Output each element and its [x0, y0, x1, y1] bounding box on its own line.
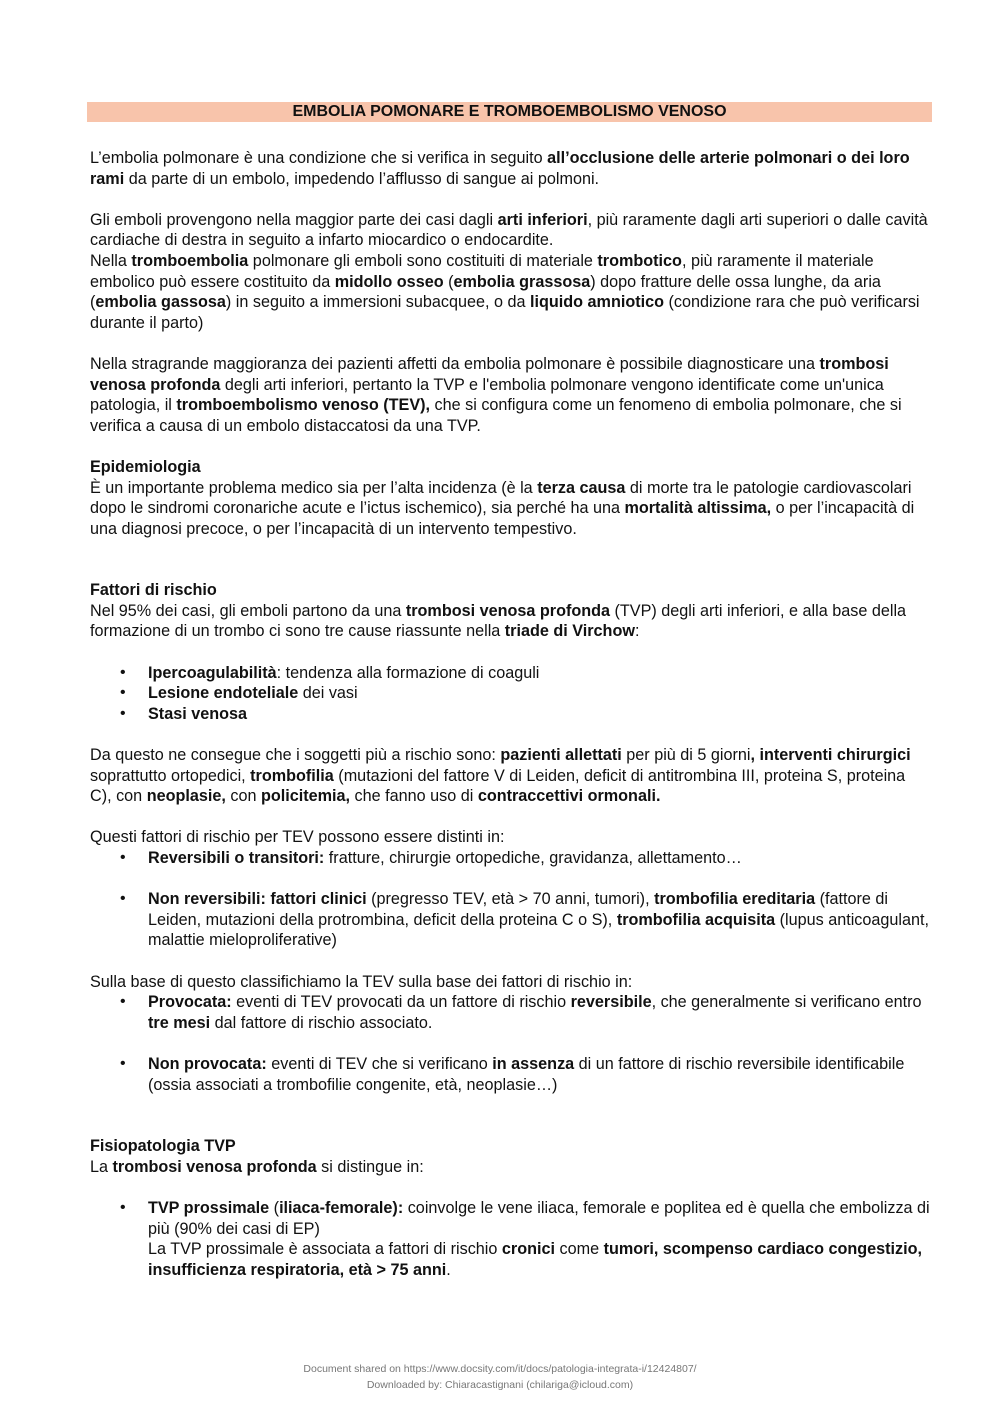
text: dei vasi [298, 684, 358, 703]
text: ( [443, 272, 454, 291]
text: (mutazioni del fattore V di Leiden, deficit di antitrombina III, proteina S, proteina C), con [90, 766, 906, 806]
bold-text: embolia gassosa [95, 293, 226, 312]
text: eventi di TEV provocati da un fattore di rischio [231, 993, 571, 1012]
text: La TVP prossimale è associata a fattori di rischio [148, 1240, 502, 1259]
text: ( [269, 1198, 280, 1217]
bold-text: Provocata: [148, 993, 232, 1012]
bold-text: trombofilia [250, 766, 334, 785]
bold-text: cronici [501, 1240, 555, 1259]
bold-text: Non provocata: [148, 1054, 267, 1073]
paragraph-classificazione: Sulla base di questo classifichiamo la TEV sulla base dei fattori di rischio in: [90, 972, 633, 991]
bold-text: all’occlusione delle arterie polmonari o dei loro rami [90, 149, 910, 188]
list-item [148, 1198, 930, 1280]
bold-text: trombosi venosa profonda [112, 1157, 317, 1176]
text: che si configura come un fenomeno di embolia polmonare, che si verifica a causa di un embolo distaccatosi da una TVP. [90, 396, 902, 435]
bold-text: trombosi venosa profonda [90, 354, 889, 394]
paragraph-tev [90, 354, 930, 436]
bold-text: Non reversibili: fattori clinici [148, 890, 367, 909]
list-classificazione [90, 992, 930, 1095]
list-item [148, 848, 930, 869]
text: Da questo ne consegue che i soggetti più a rischio sono: [90, 746, 501, 765]
list-tvp [90, 1198, 930, 1280]
bold-text: trombosi venosa profonda [405, 601, 611, 620]
text: degli arti inferiori, pertanto la TVP e l'embolia polmonare vengono identificate come un'unica patologia, il [90, 375, 884, 415]
bold-text: trombofilia acquisita [616, 910, 776, 929]
text: con [225, 787, 261, 806]
bold-text: liquido amniotico [530, 293, 664, 312]
text: Gli emboli provengono nella maggior parte dei casi dagli [90, 210, 498, 229]
bold-text: policitemia, [260, 787, 351, 806]
text: si distingue in: [316, 1157, 424, 1176]
list-reversibilita [90, 848, 930, 951]
bold-text: neoplasie, [146, 787, 226, 806]
paragraph-intro [90, 148, 930, 189]
document-title: EMBOLIA POMONARE E TROMBOEMBOLISMO VENOSO [87, 102, 932, 122]
bold-text: embolia grassosa [453, 272, 591, 291]
text: fratture, chirurgie ortopediche, gravidanza, allettamento… [324, 849, 742, 867]
bold-text: tre mesi [148, 1013, 211, 1032]
bold-text: iliaca-femorale): [279, 1198, 404, 1217]
bold-text: tromboembolia [131, 251, 249, 270]
document-page [90, 102, 930, 1280]
bold-text: TVP prossimale [148, 1198, 270, 1217]
text: come [554, 1240, 604, 1259]
list-item [148, 889, 930, 951]
bold-text: tromboembolismo venoso (TEV), [176, 396, 431, 415]
text: di un fattore di rischio reversibile identificabile (ossia associati a trombofilie congenite, età, neoplasie…) [148, 1054, 905, 1094]
text: . [446, 1260, 451, 1279]
text: per più di 5 giorni [621, 746, 751, 765]
list-item [148, 992, 930, 1033]
footer-source-link[interactable]: Document shared on https://www.docsity.com/it/docs/patologia-integrata-i/12424807/ [303, 1363, 697, 1375]
text: dal fattore di rischio associato. [210, 1013, 433, 1032]
bold-text: trombotico [597, 251, 682, 270]
list-virchow [90, 663, 930, 725]
bold-text: contraccettivi ormonali. [477, 787, 661, 806]
text: Nella stragrande maggioranza dei pazienti affetti da embolia polmonare è possibile diagnosticare una [90, 354, 820, 373]
bold-text: Reversibili o transitori: [148, 849, 325, 867]
text: , più raramente il materiale embolico può essere costituito da [90, 251, 874, 291]
paragraph-origin [90, 210, 930, 251]
paragraph-tromboembolia [90, 251, 930, 333]
bold-text: triade di Virchow [504, 622, 635, 641]
text: o per l’incapacità di una diagnosi precoce, o per l’incapacità di un intervento tempestivo. [90, 499, 915, 538]
text: , più raramente dagli arti superiori o dalle cavità cardiache di destra in seguito a infarto miocardico o endocardite. [90, 210, 928, 250]
bold-text: mortalità altissima, [624, 499, 772, 518]
text: coinvolge le vene iliaca, femorale e poplitea ed è quella che embolizza di più (90% dei casi di EP) [148, 1198, 930, 1238]
bold-text: Stasi venosa [148, 704, 247, 723]
paragraph-tvp [90, 1157, 930, 1178]
text: : tendenza alla formazione di coaguli [276, 663, 540, 682]
heading-fisiopatologia: Fisiopatologia TVP [90, 1137, 236, 1156]
text: polmonare gli emboli sono costituiti di materiale [248, 251, 598, 270]
text: (condizione rara che può verificarsi durante il parto) [90, 293, 920, 332]
text: (fattore di Leiden, mutazioni della protrombina, deficit della proteina C o S), [148, 890, 888, 929]
text: (lupus anticoagulant, malattie mieloproliferative) [148, 910, 930, 950]
text: ) dopo fratture delle ossa lunghe, da aria ( [90, 272, 881, 312]
heading-epidemiologia: Epidemiologia [90, 457, 201, 476]
bold-text: reversibile [570, 993, 652, 1012]
list-item [148, 663, 930, 684]
list-item [148, 1054, 930, 1095]
text: eventi di TEV che si verificano [266, 1054, 493, 1073]
heading-fattori-rischio: Fattori di rischio [90, 581, 217, 600]
list-item [148, 704, 930, 725]
footer-downloaded-by: Downloaded by: Chiaracastignani (chilariga@icloud.com) [366, 1379, 634, 1391]
bold-text: arti inferiori [497, 210, 588, 229]
bold-text: pazienti allettati [500, 746, 622, 765]
bold-text: Lesione endoteliale [148, 684, 299, 703]
list-item [148, 683, 930, 704]
text: (pregresso TEV, età > 70 anni, tumori), [366, 890, 655, 909]
text: , che generalmente si verificano entro [651, 993, 922, 1012]
bold-text: tumori, scompenso cardiaco congestizio, insufficienza respiratoria, età > 75 anni [148, 1240, 923, 1279]
paragraph-epidemiologia [90, 478, 930, 540]
bold-text: , interventi chirurgici [750, 746, 911, 765]
text: : [634, 622, 640, 641]
paragraph-soggetti-rischio [90, 745, 930, 807]
text: Nella [90, 251, 132, 270]
text: È un importante problema medico sia per l’alta incidenza (è la [90, 478, 538, 497]
text: di morte tra le patologie cardiovascolari dopo le sindromi coronariche acute e l’ictus ischemico), sia perché ha una [90, 478, 912, 518]
text: che fanno uso di [350, 787, 478, 806]
bold-text: in assenza [492, 1054, 575, 1073]
text: ) in seguito a immersioni subacquee, o da [225, 293, 530, 312]
bold-text: Ipercoagulabilità [148, 663, 277, 682]
paragraph-virchow [90, 601, 930, 642]
text: da parte di un embolo, impedendo l’afflusso di sangue ai polmoni. [124, 169, 600, 188]
bold-text: terza causa [537, 478, 626, 497]
bold-text: trombofilia ereditaria [654, 890, 816, 909]
text: L’embolia polmonare è una condizione che si verifica in seguito [90, 149, 548, 167]
page-footer [0, 1361, 1000, 1393]
bold-text: midollo osseo [334, 272, 444, 291]
text: (TVP) degli arti inferiori, e alla base della formazione di un trombo ci sono tre cause riassunte nella [90, 601, 907, 641]
paragraph-distinti: Questi fattori di rischio per TEV possono essere distinti in: [90, 828, 505, 847]
text: Nel 95% dei casi, gli emboli partono da una [90, 601, 406, 620]
text: La [90, 1157, 113, 1176]
text: soprattutto ortopedici, [90, 766, 251, 785]
